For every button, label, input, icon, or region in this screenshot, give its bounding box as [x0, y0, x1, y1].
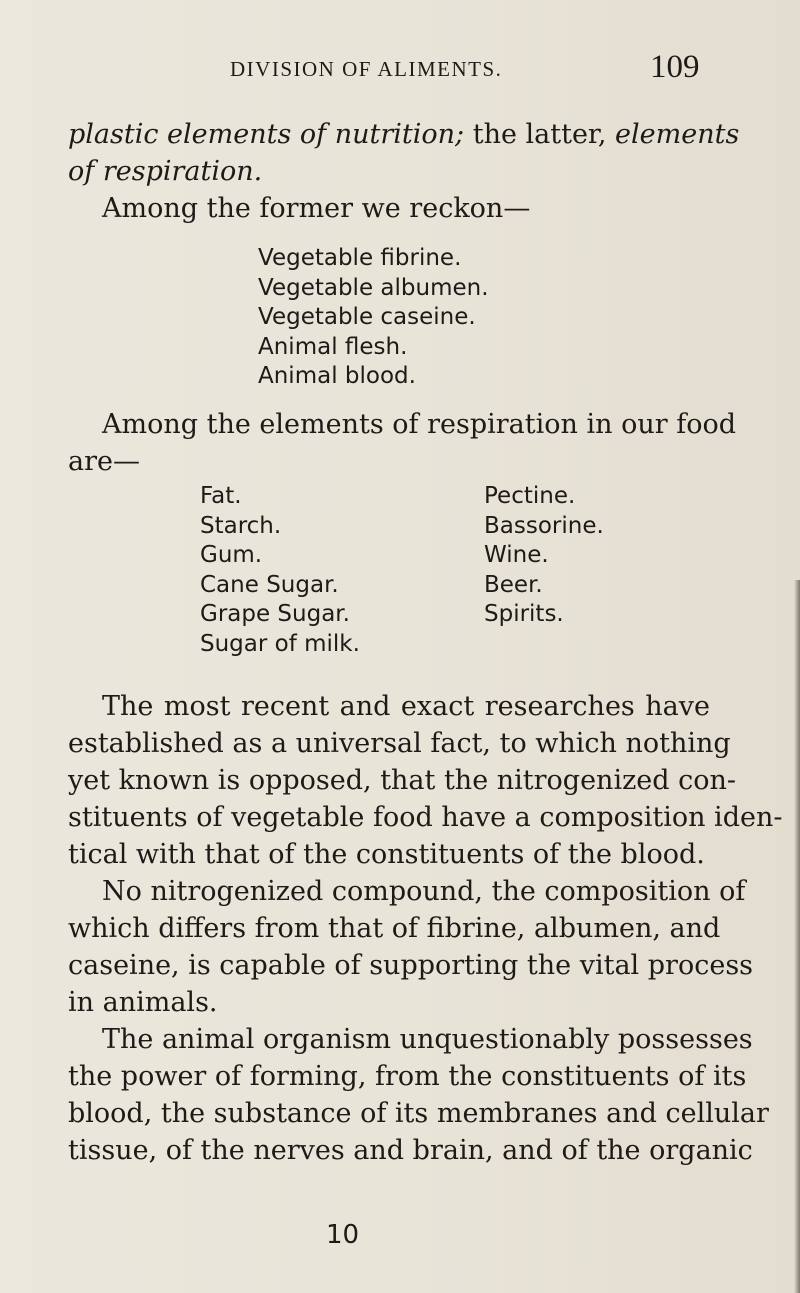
paragraph-2-line-2: which differs from that of fibrine, albumen, and — [68, 913, 721, 944]
intro-phrase-latter: the latter, — [464, 119, 616, 150]
list-item: Vegetable fibrine. — [258, 245, 462, 271]
paragraph-3-line-2: the power of forming, from the constituents of its — [68, 1061, 747, 1092]
intro-phrase-plastic: plastic elements of nutrition; — [68, 119, 465, 150]
list-item: Animal blood. — [258, 363, 416, 389]
paragraph-1-line-3: yet known is opposed, that the nitrogenized con- — [68, 765, 737, 796]
intro-line-3: Among the former we reckon— — [102, 193, 531, 224]
paragraph-2-line-1: No nitrogenized compound, the composition of — [102, 876, 746, 907]
list-item: Wine. — [484, 542, 549, 568]
paragraph-2-line-4: in animals. — [68, 987, 218, 1018]
paragraph-2-line-3: caseine, is capable of supporting the vital process — [68, 950, 754, 981]
paragraph-1-line-2: established as a universal fact, to which nothing — [68, 728, 731, 759]
list-item: Vegetable albumen. — [258, 274, 489, 301]
list-item: Fat. — [200, 483, 242, 509]
page-edge-shadow — [794, 580, 800, 1293]
list-item: Pectine. — [484, 483, 576, 509]
paragraph-1-line-1: The most recent and exact researches have — [102, 691, 710, 722]
list-item: Gum. — [200, 542, 263, 568]
intro-phrase-elements: elements — [615, 119, 740, 150]
list-item: Beer. — [484, 571, 543, 598]
respiration-intro-line-2: are— — [68, 446, 140, 477]
list-item: Spirits. — [484, 601, 564, 627]
list-item: Sugar of milk. — [200, 630, 360, 657]
respiration-list-left — [200, 482, 360, 659]
list-item: Starch. — [200, 512, 282, 539]
respiration-intro-line-1: Among the elements of respiration in our food — [102, 409, 736, 440]
list-item: Grape Sugar. — [200, 601, 350, 627]
list-item: Cane Sugar. — [200, 571, 339, 598]
page-number: 109 — [650, 49, 700, 85]
intro-line-1 — [68, 118, 740, 152]
intro-line-2: of respiration. — [68, 156, 263, 187]
paragraph-1-line-4: stituents of vegetable food have a composition iden- — [68, 802, 783, 833]
paragraph-3-line-3: blood, the substance of its membranes and cellular — [68, 1098, 769, 1129]
respiration-list-right — [484, 482, 604, 630]
list-item: Bassorine. — [484, 512, 604, 539]
list-item: Vegetable caseine. — [258, 304, 476, 330]
plastic-elements-list — [258, 244, 489, 392]
list-item: Animal flesh. — [258, 333, 408, 360]
running-title: DIVISION OF ALIMENTS. — [230, 57, 503, 81]
paragraph-3-line-1: The animal organism unquestionably possesses — [102, 1024, 753, 1055]
paragraph-1-line-5: tical with that of the constituents of the blood. — [68, 839, 705, 870]
paragraph-3-line-4: tissue, of the nerves and brain, and of the organic — [68, 1135, 753, 1166]
signature-mark: 10 — [326, 1220, 360, 1250]
